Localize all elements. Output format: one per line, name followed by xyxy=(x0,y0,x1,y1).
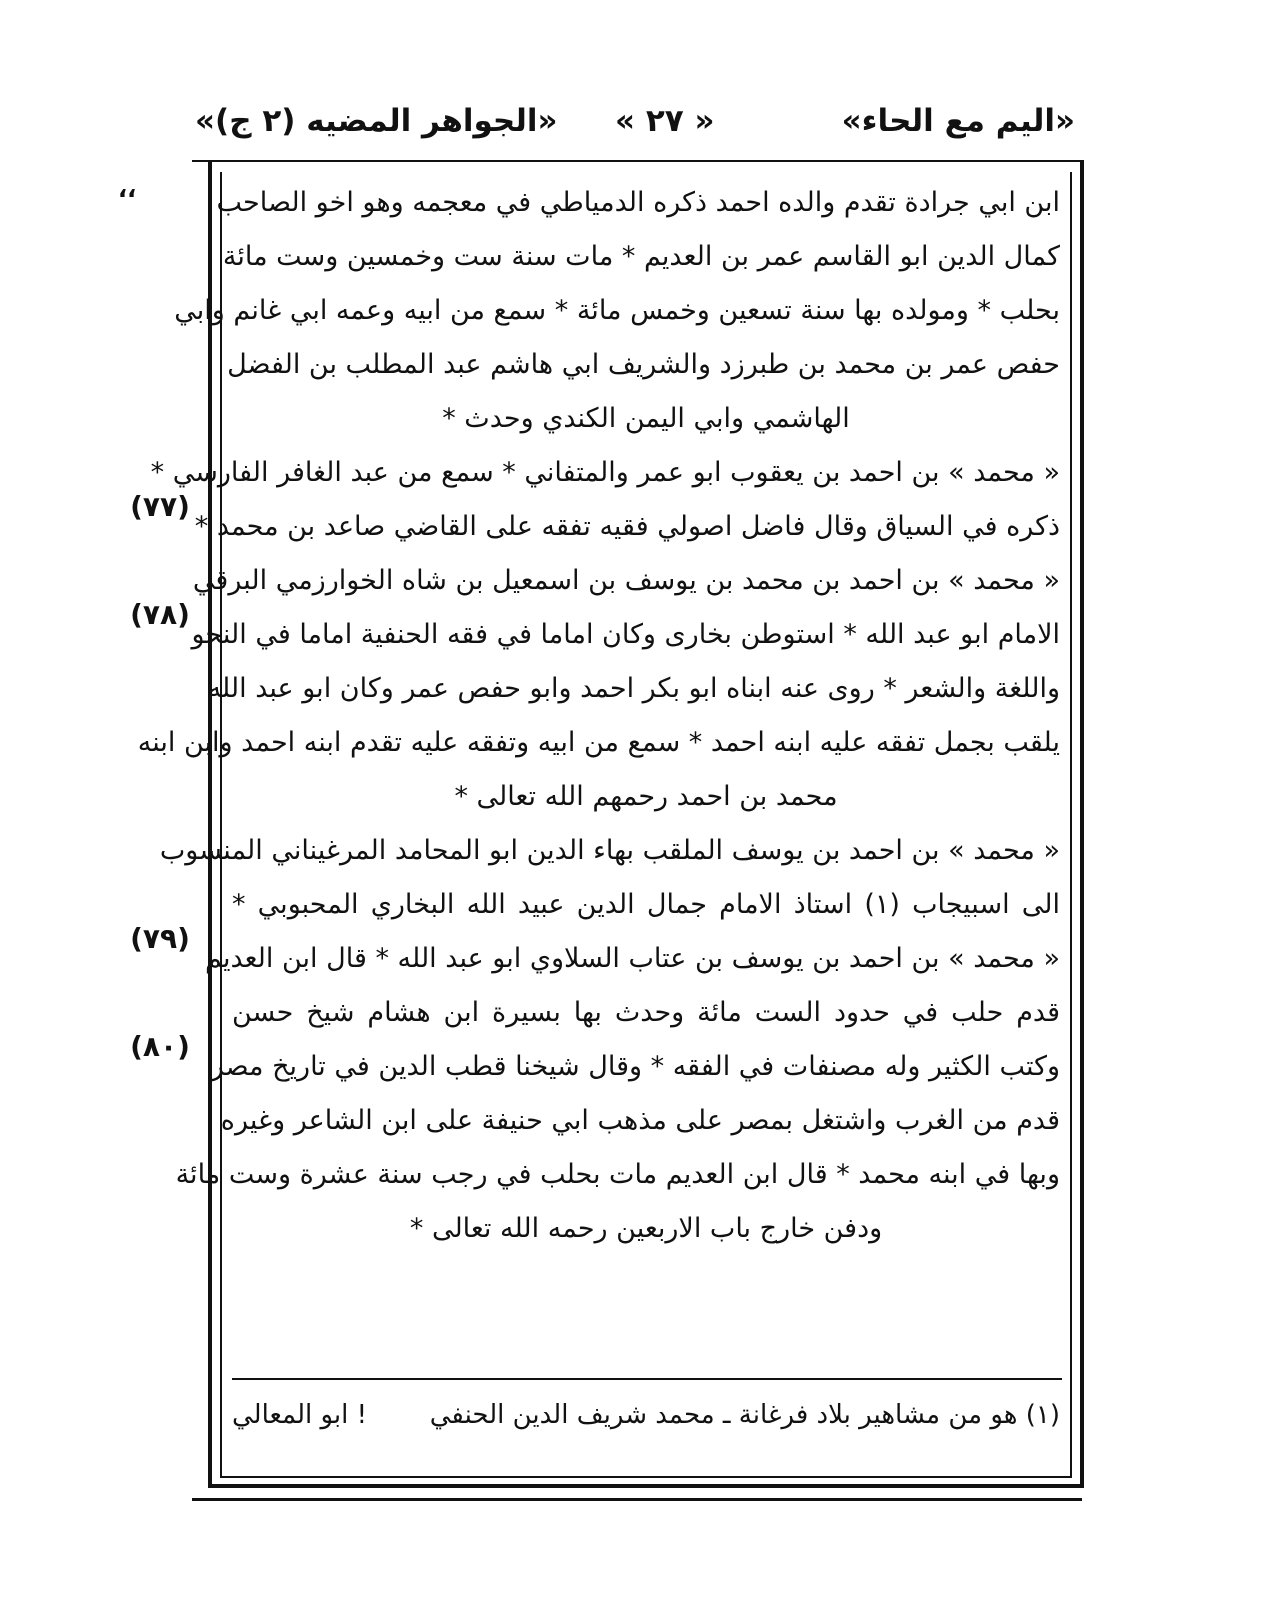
entry-number-78: (٧٨) xyxy=(130,598,190,631)
text-line: ابن ابي جرادة تقدم والده احمد ذكره الدمياطي في معجمه وهو اخو الصاحب xyxy=(216,187,1060,218)
footnote-signature: ! ابو المعالي xyxy=(232,1400,368,1430)
text-line: واللغة والشعر * روى عنه ابناه ابو بكر احمد وابو حفص عمر وكان ابو عبد الله xyxy=(207,673,1060,704)
text-line: وبها في ابنه محمد * قال ابن العديم مات بحلب في رجب سنة عشرة وست مائة xyxy=(175,1159,1060,1190)
text-line: ذكره في السياق وقال فاضل اصولي فقيه تفقه على القاضي صاعد بن محمد * xyxy=(194,511,1060,542)
page-bottom-rule xyxy=(192,1498,1082,1501)
text-line: « محمد » بن احمد بن يوسف بن عتاب السلاوي ابو عبد الله * قال ابن العديم xyxy=(204,943,1060,974)
text-line: بحلب * ومولده بها سنة تسعين وخمس مائة * سمع من ابيه وعمه ابي غانم وابي xyxy=(174,295,1060,326)
text-line: قدم حلب في حدود الست مائة وحدث بها بسيرة ابن هشام شيخ حسن xyxy=(232,997,1060,1028)
text-line: ودفن خارج باب الاربعين رحمه الله تعالى * xyxy=(409,1213,883,1244)
page-header xyxy=(195,95,1075,155)
text-line: كمال الدين ابو القاسم عمر بن العديم * مات سنة ست وخمسين وست مائة xyxy=(222,241,1060,272)
margin-tick: ،، xyxy=(118,175,137,203)
text-line: « محمد » بن احمد بن يعقوب ابو عمر والمتفاني * سمع من عبد الغافر الفارسي * xyxy=(150,457,1060,488)
entry-number-79: (٧٩) xyxy=(130,922,190,955)
footnote-text: (١) هو من مشاهير بلاد فرغانة ـ محمد شريف الدين الحنفي xyxy=(429,1400,1060,1430)
text-line: وكتب الكثير وله مصنفات في الفقه * وقال شيخنا قطب الدين في تاريخ مصر xyxy=(210,1051,1060,1082)
text-line: حفص عمر بن محمد بن طبرزد والشريف ابي هاشم عبد المطلب بن الفضل xyxy=(227,349,1060,380)
footnote-rule xyxy=(232,1378,1062,1380)
text-line: « محمد » بن احمد بن محمد بن يوسف بن اسمعيل بن شاه الخوارزمي البرقي xyxy=(192,565,1060,596)
page-number: « ٢٧ » xyxy=(615,103,715,139)
header-section-title: «اليم مع الحاء» xyxy=(841,103,1075,139)
text-line: الى اسبيجاب (١) استاذ الامام جمال الدين عبيد الله البخاري المحبوبي * xyxy=(232,889,1060,920)
entry-number-77: (٧٧) xyxy=(130,490,190,523)
text-line: قدم من الغرب واشتغل بمصر على مذهب ابي حنيفة على ابن الشاعر وغيره xyxy=(220,1105,1060,1136)
text-line: الامام ابو عبد الله * استوطن بخارى وكان اماما في فقه الحنفية اماما في النحو xyxy=(191,619,1060,650)
footnote xyxy=(232,1388,1060,1442)
text-line: يلقب بجمل تفقه عليه ابنه احمد * سمع من ابيه وتفقه عليه تقدم ابنه احمد وابن ابنه xyxy=(137,727,1060,758)
entry-number-80: (٨٠) xyxy=(130,1030,190,1063)
header-book-title: «الجواهر المضيه (٢ ج)» xyxy=(195,103,558,139)
text-line: « محمد » بن احمد بن يوسف الملقب بهاء الدين ابو المحامد المرغيناني المنسوب xyxy=(159,835,1060,866)
text-line: الهاشمي وابي اليمن الكندي وحدث * xyxy=(442,403,850,434)
text-line: محمد بن احمد رحمهم الله تعالى * xyxy=(454,781,838,812)
